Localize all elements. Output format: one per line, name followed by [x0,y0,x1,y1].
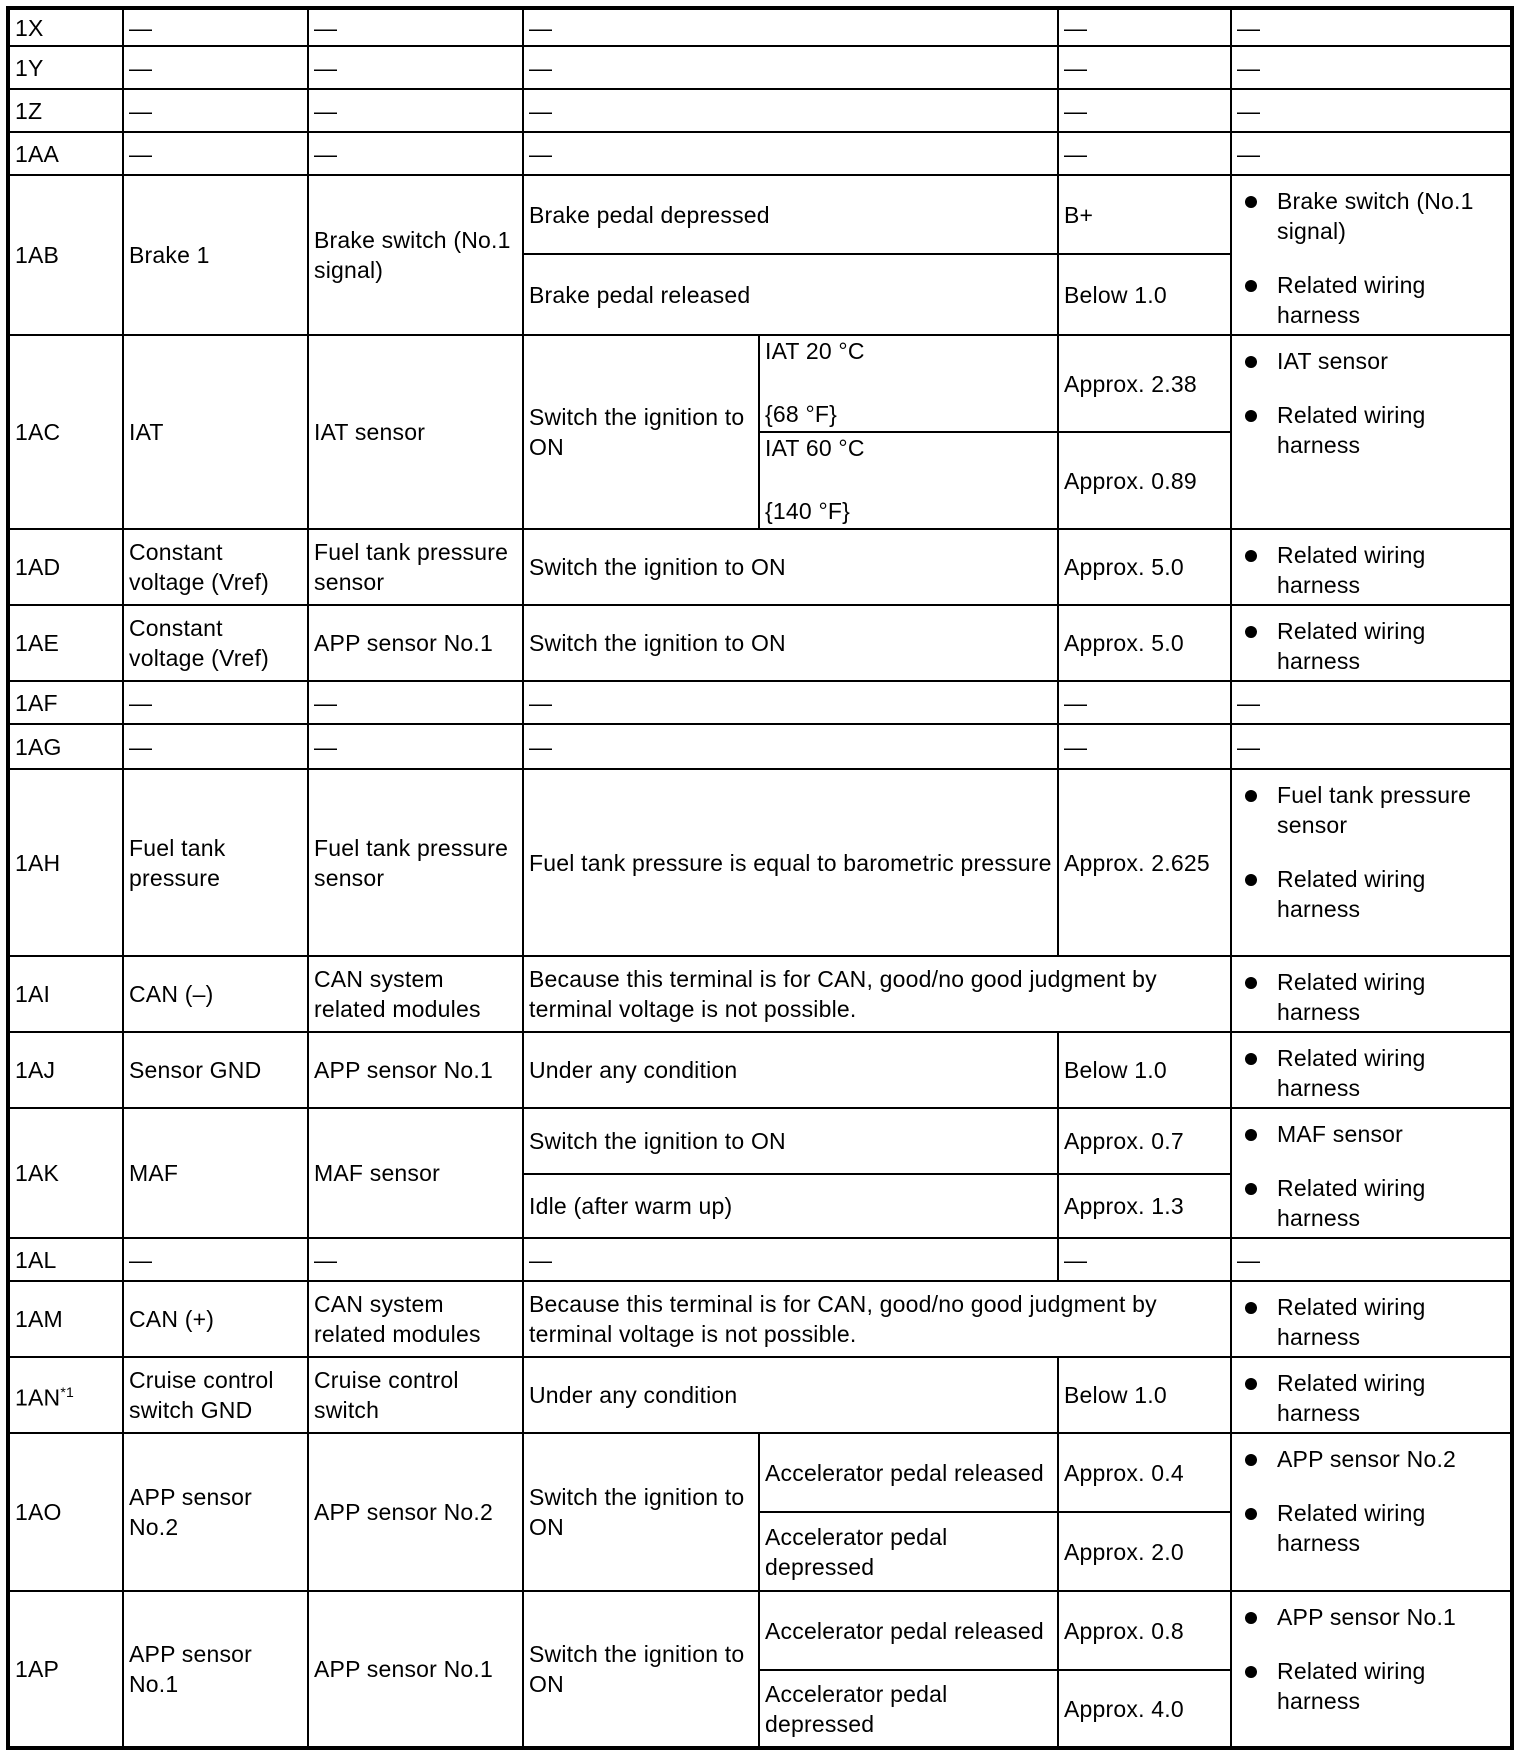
sub-condition-text: IAT 20 °C [765,338,865,364]
possible-causes-cell [1231,1108,1512,1238]
condition-cell: — [523,1238,1058,1281]
terminal-number: 1AP [15,1656,60,1682]
condition-cell: Because this terminal is for CAN, good/no good judgment by terminal voltage is not possible. [523,1281,1231,1357]
voltage-value-cell: Approx. 0.4 [1058,1433,1231,1512]
voltage-value-cell: Approx. 5.0 [1058,605,1231,681]
connected-to-cell: Fuel tank pressure sensor [308,529,523,605]
condition-cell: Under any condition [523,1032,1058,1108]
terminal-cell [8,1281,123,1357]
terminal-note: *1 [60,1384,74,1401]
voltage-value-cell: — [1058,724,1231,769]
table-row [8,1433,1512,1512]
connected-to-cell: — [308,132,523,175]
description-cell: Constant voltage (Vref) [123,605,308,681]
condition-cell: Switch the ignition to ON [523,529,1058,605]
voltage-value-cell: — [1058,46,1231,89]
cause-item: APP sensor No.2 [1277,1444,1505,1474]
table-row [8,1238,1512,1281]
connected-to-cell: APP sensor No.1 [308,1032,523,1108]
cause-item: Related wiring harness [1277,1292,1505,1352]
voltage-value-cell: B+ [1058,175,1231,254]
terminal-cell [8,1591,123,1748]
possible-causes-cell [1231,956,1512,1032]
table-row [8,132,1512,175]
condition-cell: — [523,724,1058,769]
condition-cell: Switch the ignition to ON [523,605,1058,681]
cause-item: IAT sensor [1277,346,1505,376]
table-row [8,1108,1512,1174]
causes-list [1237,346,1505,460]
possible-causes-cell [1231,175,1512,335]
possible-causes-cell [1231,335,1512,529]
condition-cell: — [523,681,1058,724]
causes-list [1237,1119,1505,1233]
causes-list [1237,616,1505,676]
condition-cell: Brake pedal depressed [523,175,1058,254]
table-row [8,8,1512,46]
terminal-number: 1Y [15,54,44,81]
causes-list [1237,540,1505,600]
table-row [8,605,1512,681]
connected-to-cell: CAN system related modules [308,1281,523,1357]
description-cell: — [123,724,308,769]
description-cell: APP sensor No.1 [123,1591,308,1748]
voltage-value-cell: — [1058,132,1231,175]
possible-causes-cell [1231,1591,1512,1748]
cause-item: Related wiring harness [1277,967,1505,1027]
sub-condition-cell [759,432,1058,529]
table-row [8,46,1512,89]
possible-causes-cell [1231,1032,1512,1108]
condition-cell: — [523,132,1058,175]
possible-causes-cell: — [1231,89,1512,132]
table-row [8,335,1512,432]
condition-cell: Switch the ignition to ON [523,335,759,529]
description-cell: — [123,89,308,132]
possible-causes-cell [1231,1433,1512,1591]
table-row [8,1032,1512,1108]
description-cell: Brake 1 [123,175,308,335]
condition-cell: Switch the ignition to ON [523,1591,759,1748]
causes-list [1237,1602,1505,1716]
connected-to-cell: APP sensor No.1 [308,605,523,681]
terminal-cell [8,1032,123,1108]
table-row [8,175,1512,254]
condition-cell: — [523,8,1058,46]
voltage-value-cell: Approx. 1.3 [1058,1174,1231,1239]
table-row [8,89,1512,132]
terminal-number: 1AB [15,242,60,268]
voltage-value-cell: Approx. 2.0 [1058,1512,1231,1591]
possible-causes-cell: — [1231,8,1512,46]
condition-cell: Switch the ignition to ON [523,1433,759,1591]
voltage-value-cell: Approx. 2.38 [1058,335,1231,432]
description-cell: APP sensor No.2 [123,1433,308,1591]
terminal-cell [8,335,123,529]
sub-condition-cell: Accelerator pedal depressed [759,1512,1058,1591]
condition-cell: Fuel tank pressure is equal to barometric pressure [523,769,1058,956]
possible-causes-cell: — [1231,681,1512,724]
voltage-value-cell: — [1058,1238,1231,1281]
terminal-cell [8,681,123,724]
connected-to-cell: — [308,46,523,89]
cause-item: Related wiring harness [1277,1656,1505,1716]
sub-condition-text-2: {68 °F} [765,401,837,427]
description-cell: — [123,681,308,724]
connected-to-cell: IAT sensor [308,335,523,529]
voltage-value-cell: Approx. 0.7 [1058,1108,1231,1174]
voltage-value-cell: Approx. 5.0 [1058,529,1231,605]
connected-to-cell: — [308,8,523,46]
causes-list [1237,1043,1505,1103]
cause-item: Fuel tank pressure sensor [1277,780,1505,840]
terminal-cell [8,724,123,769]
description-cell: MAF [123,1108,308,1238]
terminal-voltage-table [6,6,1514,1750]
cause-item: Brake switch (No.1 signal) [1277,186,1505,246]
terminal-cell [8,1433,123,1591]
terminal-number: 1AA [15,140,60,167]
connected-to-cell: — [308,1238,523,1281]
connected-to-cell: Brake switch (No.1 signal) [308,175,523,335]
cause-item: Related wiring harness [1277,1368,1505,1428]
condition-cell: Under any condition [523,1357,1058,1433]
table-row [8,1591,1512,1670]
terminal-cell [8,769,123,956]
terminal-cell [8,1238,123,1281]
cause-item: Related wiring harness [1277,270,1505,330]
terminal-number: 1AI [15,981,51,1007]
terminal-number: 1AN [15,1384,61,1411]
sub-condition-cell: Accelerator pedal released [759,1433,1058,1512]
cause-item: APP sensor No.1 [1277,1602,1505,1632]
description-cell: Sensor GND [123,1032,308,1108]
connected-to-cell: — [308,89,523,132]
condition-cell: — [523,89,1058,132]
connected-to-cell: CAN system related modules [308,956,523,1032]
table-row [8,1357,1512,1433]
voltage-value-cell: Approx. 0.8 [1058,1591,1231,1670]
terminal-cell [8,132,123,175]
cause-item: Related wiring harness [1277,1498,1505,1558]
cause-item: Related wiring harness [1277,1173,1505,1233]
possible-causes-cell: — [1231,46,1512,89]
cause-item: Related wiring harness [1277,864,1505,924]
terminal-number: 1Z [15,97,43,124]
possible-causes-cell [1231,1357,1512,1433]
possible-causes-cell [1231,605,1512,681]
description-cell: Cruise control switch GND [123,1357,308,1433]
table-row [8,724,1512,769]
condition-cell: Switch the ignition to ON [523,1108,1058,1174]
terminal-number: 1AK [15,1160,60,1186]
description-cell: CAN (+) [123,1281,308,1357]
terminal-number: 1AF [15,689,58,716]
terminal-number: 1AL [15,1246,57,1273]
terminal-cell [8,605,123,681]
description-cell: Constant voltage (Vref) [123,529,308,605]
causes-list [1237,967,1505,1027]
cause-item: Related wiring harness [1277,540,1505,600]
description-cell: — [123,132,308,175]
terminal-number: 1AH [15,849,61,876]
condition-cell: Brake pedal released [523,254,1058,335]
sub-condition-cell: Accelerator pedal released [759,1591,1058,1670]
description-cell: IAT [123,335,308,529]
possible-causes-cell: — [1231,724,1512,769]
terminal-cell [8,1108,123,1238]
terminal-cell [8,1357,123,1433]
sub-condition-text: IAT 60 °C [765,435,865,461]
connected-to-cell: MAF sensor [308,1108,523,1238]
connected-to-cell: — [308,724,523,769]
table-row [8,1281,1512,1357]
terminal-number: 1AM [15,1306,63,1332]
connected-to-cell: Cruise control switch [308,1357,523,1433]
description-cell: — [123,1238,308,1281]
voltage-value-cell: — [1058,8,1231,46]
table-row [8,956,1512,1032]
condition-cell: — [523,46,1058,89]
causes-list [1237,1292,1505,1352]
connected-to-cell: APP sensor No.2 [308,1433,523,1591]
description-cell: Fuel tank pressure [123,769,308,956]
sub-condition-text-2: {140 °F} [765,498,850,524]
sub-condition-cell: Accelerator pedal depressed [759,1670,1058,1748]
terminal-number: 1X [15,14,44,41]
voltage-value-cell: — [1058,681,1231,724]
connected-to-cell: — [308,681,523,724]
terminal-number: 1AG [15,733,62,760]
cause-item: Related wiring harness [1277,1043,1505,1103]
terminal-number: 1AD [15,554,61,580]
table-row [8,681,1512,724]
possible-causes-cell [1231,1281,1512,1357]
causes-list [1237,186,1505,330]
terminal-cell [8,956,123,1032]
voltage-value-cell: Approx. 0.89 [1058,432,1231,529]
terminal-number: 1AJ [15,1057,56,1083]
terminal-cell [8,89,123,132]
voltage-value-cell: Approx. 2.625 [1058,769,1231,956]
table-row [8,769,1512,956]
causes-list [1237,780,1505,924]
description-cell: CAN (–) [123,956,308,1032]
terminal-number: 1AC [15,419,61,445]
connected-to-cell: APP sensor No.1 [308,1591,523,1748]
sub-condition-cell [759,335,1058,432]
possible-causes-cell [1231,769,1512,956]
terminal-cell [8,529,123,605]
causes-list [1237,1368,1505,1428]
voltage-value-cell: Below 1.0 [1058,1032,1231,1108]
voltage-value-cell: Below 1.0 [1058,1357,1231,1433]
table-row [8,529,1512,605]
condition-cell: Because this terminal is for CAN, good/no good judgment by terminal voltage is not possible. [523,956,1231,1032]
voltage-value-cell: Below 1.0 [1058,254,1231,335]
description-cell: — [123,46,308,89]
voltage-value-cell: — [1058,89,1231,132]
terminal-cell [8,8,123,46]
connected-to-cell: Fuel tank pressure sensor [308,769,523,956]
causes-list [1237,1444,1505,1558]
possible-causes-cell [1231,529,1512,605]
condition-cell: Idle (after warm up) [523,1174,1058,1239]
voltage-value-cell: Approx. 4.0 [1058,1670,1231,1748]
description-cell: — [123,8,308,46]
possible-causes-cell: — [1231,132,1512,175]
terminal-number: 1AE [15,630,60,656]
terminal-cell [8,46,123,89]
possible-causes-cell: — [1231,1238,1512,1281]
cause-item: Related wiring harness [1277,616,1505,676]
cause-item: Related wiring harness [1277,400,1505,460]
cause-item: MAF sensor [1277,1119,1505,1149]
terminal-number: 1AO [15,1499,62,1525]
terminal-cell [8,175,123,335]
